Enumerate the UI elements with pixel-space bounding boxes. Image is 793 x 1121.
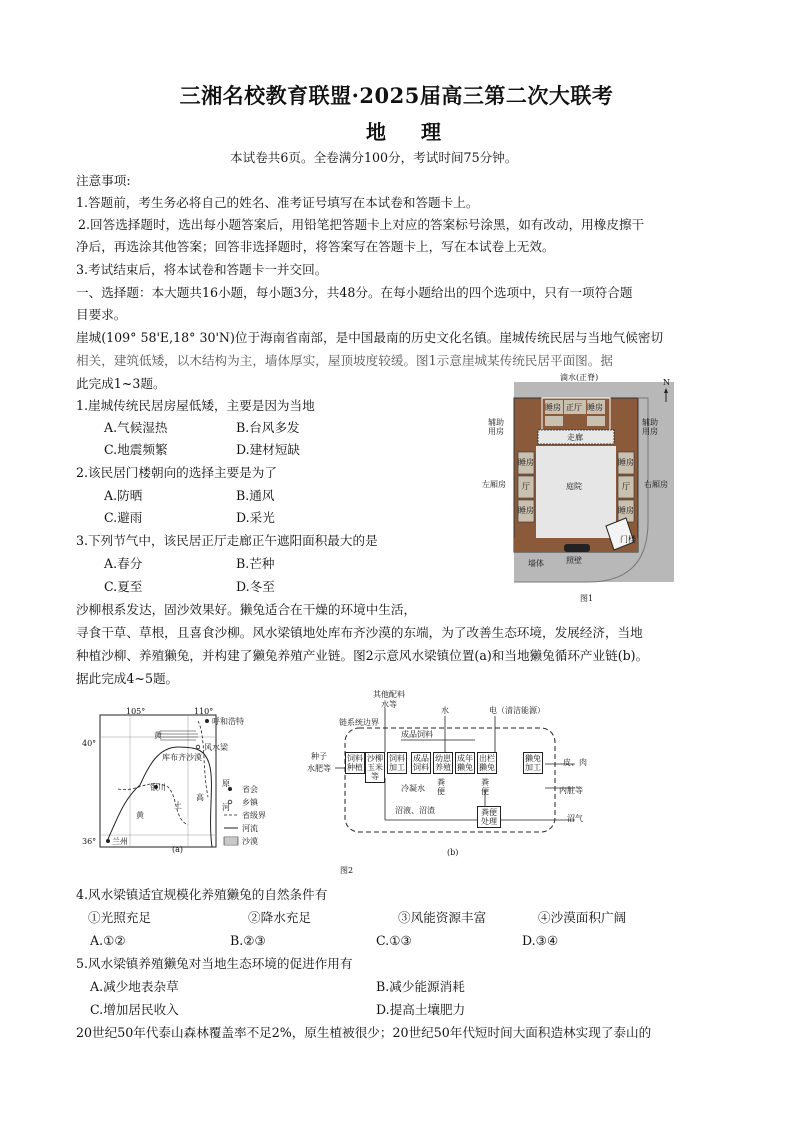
option: A.春分	[104, 556, 143, 571]
passage-text: 20世纪50年代泰山森林覆盖率不足2%，原生植被很少；20世纪50年代短时间大面积造林实现了泰山的	[76, 1025, 652, 1040]
map-label-yinchuan: 银川	[150, 783, 166, 792]
legend-desert: 沙漠	[242, 837, 258, 846]
chain-boundary: 链系统边界	[339, 718, 379, 727]
figure-caption: 图2	[340, 866, 354, 875]
question-stem: 1.崖城传统民居房屋低矮，主要是因为当地	[76, 398, 315, 413]
chain-box-shaliu: 沙柳 玉米 等	[367, 754, 383, 781]
fig1-label-ting: 厅	[622, 482, 630, 491]
figure-caption: 图1	[580, 594, 594, 603]
chain-out-organs: 内脏等	[559, 786, 583, 795]
passage-text: 相关，建筑低矮，以木结构为主，墙体厚实，屋顶坡度较缓。图1示意崖城某传统民居平面图。据	[76, 353, 613, 368]
option: ③风能资源丰富	[398, 910, 487, 925]
map-label-huhehaote: 呼和浩特	[212, 717, 244, 726]
question-stem: 3.下列节气中，该民居正厅走廊正午遮阳面积最大的是	[76, 533, 378, 548]
map-label-he: 河	[222, 803, 230, 812]
exam-info: 本试卷共6页。全卷满分100分，考试时间75分钟。	[230, 150, 518, 165]
passage-text: 沙柳根系发达，固沙效果好。獭兔适合在干燥的环境中生活，	[76, 602, 417, 617]
legend-province: 省级界	[242, 811, 266, 820]
fig1-label-zoulang: 走廊	[567, 433, 583, 442]
legend-river: 河流	[242, 824, 258, 833]
chain-box-product-feed: 成品 饲料	[413, 754, 429, 772]
fig1-label-shuifang: 睡房	[618, 458, 634, 467]
fig1-label-shuifang: 睡房	[587, 403, 603, 412]
map-label-lanzhou: 兰州	[112, 837, 128, 846]
option: C.增加居民收入	[90, 1002, 179, 1017]
question-stem: 5.风水梁镇养殖獭兔对当地生态环境的促进作用有	[76, 956, 353, 971]
fig1-label-fuzhu-l: 辅助 用房	[488, 418, 504, 436]
fig1-top-label: 滴水(正脊)	[560, 373, 599, 382]
map-label-gao: 高	[196, 793, 204, 802]
map-lon-105: 105°	[126, 707, 146, 716]
map-lat-40: 40°	[82, 739, 97, 748]
chain-water-fert: 水肥等	[307, 764, 331, 773]
legend-capital: 省会	[242, 785, 258, 794]
question-stem: 4.风水梁镇适宜规模化养殖獭兔的自然条件有	[76, 887, 328, 902]
chain-box-feed-planting: 饲料 种植	[347, 754, 363, 772]
chain-top3: 水	[441, 706, 449, 715]
exam-title: 三湘名校教育联盟·2025届高三第二次大联考	[179, 83, 614, 108]
passage-text: 崖城(109° 58'E,18° 30'N)位于海南省南部，是中国最南的历史文化名镇。崖城传统民居与当地气候密切	[76, 330, 664, 345]
passage-text: 据此完成4~5题。	[76, 671, 179, 686]
notice-item: 3.考试结束后，将本试卷和答题卡一并交回。	[76, 262, 328, 277]
fig1-label-youxiang: 右厢房	[644, 480, 668, 489]
passage-text: 种植沙柳、养殖獭兔，并构建了獭兔养殖产业链。图2示意风水梁镇位置(a)和当地獭兔循环产业链(b)。	[76, 648, 649, 663]
option: B.②③	[230, 933, 266, 948]
option: ①光照充足	[88, 910, 151, 925]
chain-manure1: 粪便	[437, 778, 445, 796]
map-label-kubuqi: 库布齐沙漠	[162, 753, 202, 762]
passage-text: 寻食干草、草根，且喜食沙柳。风水梁镇地处库布齐沙漠的东端，为了改善生态环境，发展经济，当地	[76, 625, 643, 640]
chain-slurry: 沼液、沼渣	[395, 806, 435, 815]
fig1-label-zuoxiang: 左厢房	[482, 480, 506, 489]
fig1-label-zhaobi: 照壁	[566, 556, 582, 565]
option: D.提高土壤肥力	[376, 1002, 466, 1017]
fig1-label-shuifang: 睡房	[518, 506, 534, 515]
map-label-huang2: 黄	[136, 811, 144, 820]
figure-2a-map	[78, 707, 322, 853]
chain-sub-label: (b)	[447, 848, 459, 857]
chain-box-slaughter: 出栏 獭兔	[479, 754, 495, 772]
north-label: N	[663, 378, 670, 387]
fig1-label-menlou: 门楼	[620, 535, 636, 544]
option: A.①②	[90, 933, 126, 948]
fig1-label-tingyuan: 庭院	[566, 482, 582, 491]
fig1-label-shuifang: 睡房	[545, 403, 561, 412]
map-label-tu: 土	[174, 801, 182, 810]
fig1-label-zhengting: 正厅	[566, 403, 582, 412]
chain-out-biogas: 沼气	[567, 814, 583, 823]
exam-subject: 地 理	[366, 120, 455, 144]
figure-2b-chain	[305, 690, 605, 858]
chain-box-adult: 成年 獭兔	[457, 754, 473, 772]
fig1-label-ting: 厅	[522, 482, 530, 491]
map-label-huang: 黄	[154, 731, 162, 740]
option: C.地震频繁	[104, 442, 168, 457]
option: C.①③	[376, 933, 412, 948]
figure-1	[478, 372, 678, 607]
fig1-label-shuifang: 睡房	[518, 458, 534, 467]
option: A.气候湿热	[104, 420, 168, 435]
option: A.减少地表杂草	[90, 979, 179, 994]
fig1-label-shuifang: 睡房	[618, 506, 634, 515]
option: ②降水充足	[248, 910, 311, 925]
notice-item: 1.答题前，考生务必将自己的姓名、准考证号填写在本试卷和答题卡上。	[76, 195, 479, 210]
option: D.建材短缺	[236, 442, 301, 457]
chain-box-processing: 獭兔 加工	[525, 754, 541, 772]
chain-out-skin-meat: 皮、肉	[563, 758, 587, 767]
chain-box-feed-processing: 饲料 加工	[389, 754, 405, 772]
chain-top1: 其他配料	[373, 690, 405, 699]
option: D.③④	[522, 933, 559, 948]
notice-item: 净后，再选涂其他答案；回答非选择题时，将答案写在答题卡上，写在本试卷上无效。	[76, 239, 555, 254]
option: D.冬至	[236, 579, 275, 594]
notice-item: 2.回答选择题时，选出每小题答案后，用铅笔把答题卡上对应的答案标号涂黑，如有改动，用橡皮擦干	[78, 217, 645, 232]
chain-manure2: 粪便	[481, 778, 489, 796]
legend-town: 乡镇	[242, 798, 258, 807]
option: A.防晒	[104, 488, 143, 503]
passage-text: 此完成1~3题。	[76, 376, 166, 391]
option: B.减少能源消耗	[376, 979, 465, 994]
chain-product-feed: 成品饲料	[401, 730, 433, 739]
notice-heading: 注意事项:	[76, 173, 131, 188]
option: B.芒种	[236, 556, 275, 571]
map-lon-110: 110°	[194, 707, 214, 716]
chain-box-manure-treatment: 粪便 处理	[477, 806, 501, 828]
section-heading: 一、选择题：本大题共16小题，每小题3分，共48分。在每小题给出的四个选项中，只有一项符合题	[76, 285, 633, 300]
option: C.避雨	[104, 510, 143, 525]
chain-box-young: 幼崽 养殖	[435, 754, 451, 772]
chain-cold-water: 冷凝水	[401, 784, 425, 793]
map-sub-label: (a)	[172, 845, 184, 854]
chain-top2: 水等	[381, 700, 397, 709]
option: B.通风	[236, 488, 275, 503]
option: B.台风多发	[236, 420, 300, 435]
chain-top4: 电（清洁能源）	[489, 706, 545, 715]
option: D.采光	[236, 510, 275, 525]
option: ④沙漠面积广阔	[538, 910, 627, 925]
option: C.夏至	[104, 579, 143, 594]
map-lat-36: 36°	[82, 837, 97, 846]
map-label-fengshuiliang: 风水梁	[204, 743, 228, 752]
fig1-label-fuzhu-r: 辅助 用房	[642, 418, 658, 436]
section-heading-cont: 目要求。	[76, 307, 127, 322]
question-stem: 2.该民居门楼朝向的选择主要是为了	[76, 465, 277, 480]
fig1-label-qiangti: 墙体	[528, 559, 544, 568]
chain-seed: 种子	[311, 752, 327, 761]
map-label-yuan: 原	[222, 779, 230, 788]
